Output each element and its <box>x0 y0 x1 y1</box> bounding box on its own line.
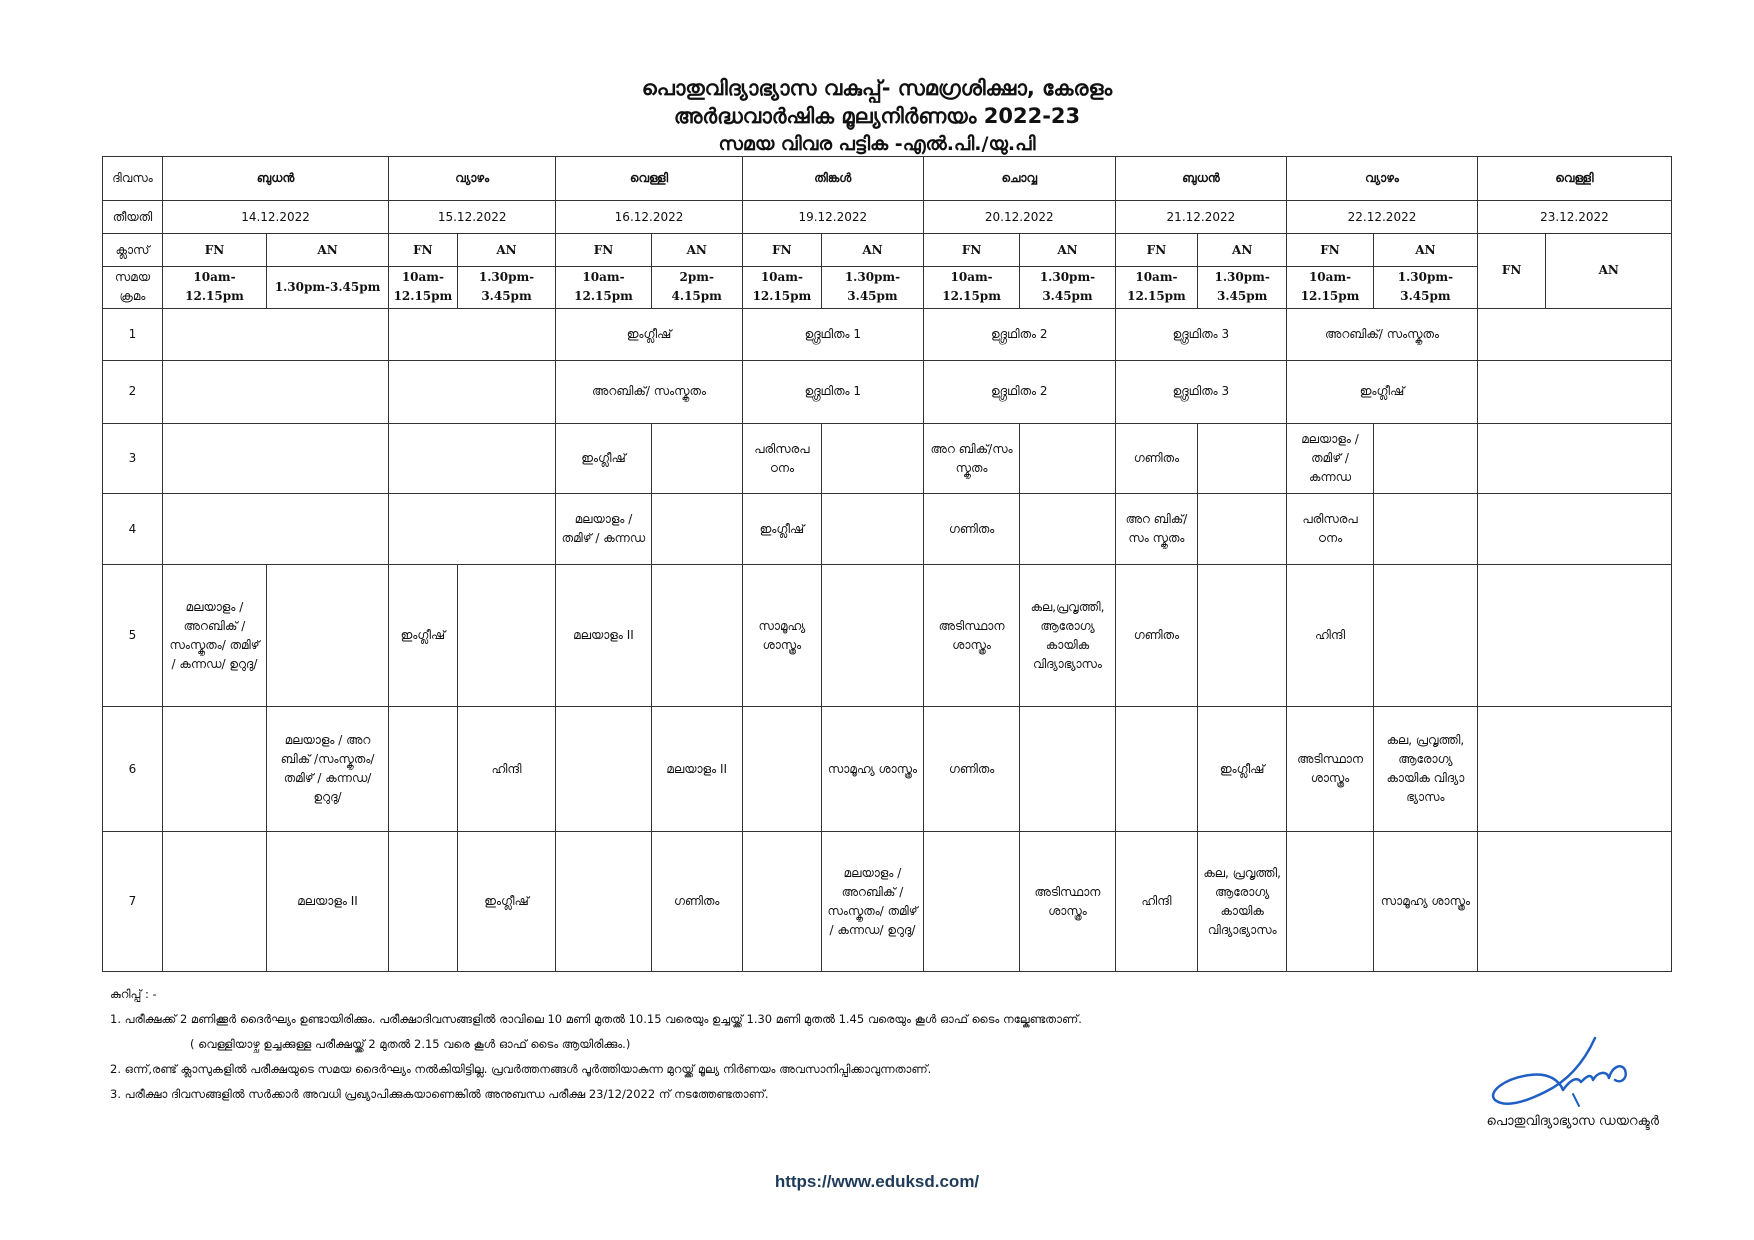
date-cell: 22.12.2022 <box>1287 201 1478 234</box>
exam-cell: ഉദ്ഗ്രഥിതം 2 <box>923 360 1115 423</box>
date-cell: 16.12.2022 <box>556 201 742 234</box>
exam-cell <box>822 494 924 565</box>
exam-cell <box>163 832 267 972</box>
class-row <box>103 423 1672 493</box>
exam-cell: മലയാളം II <box>266 832 388 972</box>
exam-cell <box>163 494 389 565</box>
exam-cell <box>389 360 556 423</box>
an-cell: AN <box>1020 234 1115 267</box>
an-cell: AN <box>822 234 924 267</box>
exam-cell <box>651 423 742 493</box>
exam-cell: ഉദ്ഗ്രഥിതം 1 <box>742 308 923 360</box>
class-number: 6 <box>103 706 163 831</box>
exam-cell: ഗണിതം <box>651 832 742 972</box>
exam-cell: അറ ബിക്/സം സ്കൃതം <box>1115 494 1198 565</box>
class-number: 5 <box>103 565 163 707</box>
exam-cell <box>1373 565 1477 707</box>
exam-cell <box>163 423 389 493</box>
exam-cell <box>1477 494 1671 565</box>
exam-cell <box>1373 423 1477 493</box>
time-cell: 1.30pm-3.45pm <box>822 267 924 308</box>
exam-cell: അടിസ്ഥാന ശാസ്ത്രം <box>923 565 1019 707</box>
exam-cell <box>163 706 267 831</box>
exam-cell <box>1477 360 1671 423</box>
exam-cell <box>163 308 389 360</box>
signature-caption: പൊതുവിദ്യാഭ്യാസ ഡയറക്ടർ <box>1486 1114 1659 1129</box>
fn-cell: FN <box>923 234 1019 267</box>
exam-cell: മലയാളം / തമിഴ് / കന്നഡ <box>1287 423 1374 493</box>
exam-cell: കല,പ്രവൃത്തി, ആരോഗ്യ കായിക വിദ്യാഭ്യാസം <box>1020 565 1115 707</box>
page-header <box>0 74 1754 158</box>
exam-cell: ഉദ്ഗ്രഥിതം 3 <box>1115 308 1286 360</box>
fn-cell: FN <box>1115 234 1198 267</box>
exam-cell <box>1477 706 1671 831</box>
exam-cell <box>1020 423 1115 493</box>
exam-cell <box>1198 423 1287 493</box>
exam-cell: ഗണിതം <box>1115 423 1198 493</box>
exam-cell: മലയാളം II <box>651 706 742 831</box>
fn-cell: FN <box>389 234 458 267</box>
note-item: 1. പരീക്ഷക്ക് 2 മണിക്കൂർ ദൈർഘ്യം ഉണ്ടായിരിക്കും. പരീക്ഷാദിവസങ്ങളിൽ രാവിലെ 10 മണി മുതൽ 10.15 വരെയും ഉച്ചയ്ക്ക് 1.30 മണി മുതൽ 1.45 വരെയും കൂൾ ഓഫ് ടൈം നല്കേണ്ടതാണ്. <box>110 1012 1082 1026</box>
exam-cell: ഹിന്ദി <box>457 706 556 831</box>
exam-cell: ഹിന്ദി <box>1287 565 1374 707</box>
exam-cell: സാമൂഹ്യ ശാസ്ത്രം <box>742 565 821 707</box>
exam-cell <box>389 832 458 972</box>
exam-cell <box>457 565 556 707</box>
header-timetable-title: സമയ വിവര പട്ടിക -എൽ.പി./യു.പി <box>718 133 1036 155</box>
exam-cell: ഇംഗ്ലീഷ് <box>742 494 821 565</box>
an-cell: AN <box>1546 234 1672 308</box>
exam-cell: മലയാളം / തമിഴ് / കന്നഡ <box>556 494 651 565</box>
class-row <box>103 706 1672 831</box>
exam-cell <box>742 706 821 831</box>
time-cell: 10am-12.15pm <box>923 267 1019 308</box>
exam-cell: ഇംഗ്ലീഷ് <box>389 565 458 707</box>
exam-cell <box>1198 565 1287 707</box>
day-label: ദിവസം <box>103 157 163 201</box>
time-cell: 10am- 12.15pm <box>1287 267 1374 308</box>
exam-cell: ഇംഗ്ലീഷ് <box>556 423 651 493</box>
exam-cell <box>556 832 651 972</box>
header-exam-title: അർദ്ധവാർഷിക മൂല്യനിർണയം 2022-23 <box>673 104 1081 128</box>
day-cell: വ്യാഴം <box>1287 157 1478 201</box>
date-cell: 23.12.2022 <box>1477 201 1671 234</box>
exam-cell: ഇംഗ്ലീഷ് <box>1287 360 1478 423</box>
date-cell: 15.12.2022 <box>389 201 556 234</box>
exam-cell: പരിസരപ ഠനം <box>1287 494 1374 565</box>
signature-image <box>1475 1020 1645 1115</box>
date-cell: 19.12.2022 <box>742 201 923 234</box>
time-cell: 1.30pm-3.45pm <box>457 267 556 308</box>
exam-cell: സാമൂഹ്യ ശാസ്ത്രം <box>822 706 924 831</box>
notes-heading: കുറിപ്പ് : - <box>110 987 157 1001</box>
day-cell: ചൊവ്വ <box>923 157 1115 201</box>
day-cell: ബുധൻ <box>1115 157 1286 201</box>
exam-cell: പരിസരപ ഠനം <box>742 423 821 493</box>
exam-cell: ഗണിതം <box>1115 565 1198 707</box>
header-department: പൊതുവിദ്യാഭ്യാസ വകുപ്പ്- സമഗ്രശിക്ഷാ, കേരളം <box>641 76 1113 100</box>
exam-cell: അറബിക്/ സംസ്കൃതം <box>1287 308 1478 360</box>
fn-cell: FN <box>556 234 651 267</box>
exam-cell <box>822 423 924 493</box>
exam-cell <box>389 308 556 360</box>
time-label: സമയ ക്രമം <box>103 267 163 308</box>
time-cell: 10am- 12.15pm <box>1115 267 1198 308</box>
class-number: 2 <box>103 360 163 423</box>
an-cell: AN <box>651 234 742 267</box>
day-cell: വെള്ളി <box>1477 157 1671 201</box>
class-number: 4 <box>103 494 163 565</box>
class-row <box>103 308 1672 360</box>
exam-cell: ഇംഗ്ലീഷ് <box>1198 706 1287 831</box>
date-row <box>103 201 1672 234</box>
day-row <box>103 157 1672 201</box>
day-cell: ബുധൻ <box>163 157 389 201</box>
exam-cell: അറബിക്/ സംസ്കൃതം <box>556 360 742 423</box>
note-item: ( വെള്ളിയാഴ്ച ഉച്ചക്കുള്ള പരീക്ഷയ്ക്ക് 2 മുതൽ 2.15 വരെ കൂൾ ഓഫ് ടൈം ആയിരിക്കും.) <box>190 1037 631 1051</box>
exam-cell <box>163 360 389 423</box>
exam-cell <box>1477 308 1671 360</box>
exam-cell: കല, പ്രവൃത്തി, ആരോഗ്യ കായിക വിദ്യാഭ്യാസം <box>1198 832 1287 972</box>
day-cell: വ്യാഴം <box>389 157 556 201</box>
exam-cell: മലയാളം / അറബിക് /സംസ്കൃതം/ തമിഴ് / കന്നഡ/ ഉറുദു/ <box>163 565 267 707</box>
exam-cell <box>389 494 556 565</box>
exam-cell <box>1477 565 1671 707</box>
exam-cell: കല, പ്രവൃത്തി, ആരോഗ്യ കായിക വിദ്യാ ഭ്യാസം <box>1373 706 1477 831</box>
exam-cell: അടിസ്ഥാന ശാസ്ത്രം <box>1287 706 1374 831</box>
class-number: 3 <box>103 423 163 493</box>
an-cell: AN <box>1373 234 1477 267</box>
date-cell: 20.12.2022 <box>923 201 1115 234</box>
day-cell: വെള്ളി <box>556 157 742 201</box>
time-cell: 1.30pm-3.45pm <box>1020 267 1115 308</box>
fn-cell: FN <box>163 234 267 267</box>
class-number: 7 <box>103 832 163 972</box>
fn-cell: FN <box>1477 234 1546 308</box>
class-label: ക്ലാസ് <box>103 234 163 267</box>
exam-cell <box>556 706 651 831</box>
exam-cell <box>1477 832 1671 972</box>
time-cell: 1.30pm-3.45pm <box>266 267 388 308</box>
note-item: 3. പരീക്ഷാ ദിവസങ്ങളിൽ സർക്കാർ അവധി പ്രഖ്യാപിക്കുകയാണെങ്കിൽ അനുബന്ധ പരീക്ഷ 23/12/2022 ന് നടത്തേണ്ടതാണ്. <box>110 1087 769 1101</box>
date-cell: 14.12.2022 <box>163 201 389 234</box>
time-cell: 10am- 12.15pm <box>389 267 458 308</box>
note-item: 2. ഒന്ന്,രണ്ട് ക്ലാസുകളിൽ പരീക്ഷയുടെ സമയ ദൈർഘ്യം നൽകിയിട്ടില്ല. പ്രവർത്തനങ്ങൾ പൂർത്തിയാകുന്ന മുറയ്ക്ക് മൂല്യ നിർണയം അവസാനിപ്പിക്കാവുന്നതാണ്. <box>110 1062 932 1076</box>
exam-cell <box>742 832 821 972</box>
timetable <box>102 156 1672 972</box>
exam-cell <box>822 565 924 707</box>
class-row <box>103 565 1672 707</box>
time-cell: 10am-12.15pm <box>163 267 267 308</box>
exam-cell <box>1477 423 1671 493</box>
exam-cell <box>651 494 742 565</box>
time-cell: 10am-12.15pm <box>556 267 651 308</box>
time-cell: 1.30pm-3.45pm <box>1373 267 1477 308</box>
an-cell: AN <box>1198 234 1287 267</box>
time-row <box>103 267 1672 308</box>
exam-cell <box>1287 832 1374 972</box>
an-cell: AN <box>266 234 388 267</box>
time-cell: 10am- 12.15pm <box>742 267 821 308</box>
day-cell: തിങ്കൾ <box>742 157 923 201</box>
exam-cell: മലയാളം / അറബിക് /സംസ്കൃതം/ തമിഴ് / കന്നഡ/ ഉറുദു/ <box>822 832 924 972</box>
exam-cell <box>1020 494 1115 565</box>
exam-cell: ഉദ്ഗ്രഥിതം 3 <box>1115 360 1286 423</box>
fn-cell: FN <box>742 234 821 267</box>
date-cell: 21.12.2022 <box>1115 201 1286 234</box>
exam-cell: മലയാളം / അറ ബിക് /സംസ്കൃതം/ തമിഴ് / കന്നഡ/ ഉറുദു/ <box>266 706 388 831</box>
exam-cell: അറ ബിക്/സം സ്കൃതം <box>923 423 1019 493</box>
exam-cell <box>1115 706 1198 831</box>
notes-section <box>110 982 1082 1107</box>
an-cell: AN <box>457 234 556 267</box>
class-row <box>103 494 1672 565</box>
time-cell: 1.30pm- 3.45pm <box>1198 267 1287 308</box>
exam-cell: ഗണിതം <box>923 706 1019 831</box>
time-cell: 2pm-4.15pm <box>651 267 742 308</box>
footer-url[interactable]: https://www.eduksd.com/ <box>774 1172 980 1191</box>
exam-cell: ഉദ്ഗ്രഥിതം 2 <box>923 308 1115 360</box>
exam-cell <box>651 565 742 707</box>
exam-cell: ഇംഗ്ലീഷ് <box>457 832 556 972</box>
exam-cell: മലയാളം II <box>556 565 651 707</box>
class-row <box>103 832 1672 972</box>
exam-cell <box>923 832 1019 972</box>
fn-cell: FN <box>1287 234 1374 267</box>
exam-cell: സാമൂഹ്യ ശാസ്ത്രം <box>1373 832 1477 972</box>
session-row <box>103 234 1672 267</box>
exam-cell: ഇംഗ്ലീഷ് <box>556 308 742 360</box>
date-label: തീയതി <box>103 201 163 234</box>
exam-cell <box>1020 706 1115 831</box>
exam-cell: ഗണിതം <box>923 494 1019 565</box>
exam-cell <box>266 565 388 707</box>
exam-cell: ഉദ്ഗ്രഥിതം 1 <box>742 360 923 423</box>
exam-cell: അടിസ്ഥാന ശാസ്ത്രം <box>1020 832 1115 972</box>
exam-cell <box>389 706 458 831</box>
exam-cell <box>1373 494 1477 565</box>
exam-cell <box>389 423 556 493</box>
exam-cell <box>1198 494 1287 565</box>
class-row <box>103 360 1672 423</box>
exam-cell: ഹിന്ദി <box>1115 832 1198 972</box>
class-number: 1 <box>103 308 163 360</box>
